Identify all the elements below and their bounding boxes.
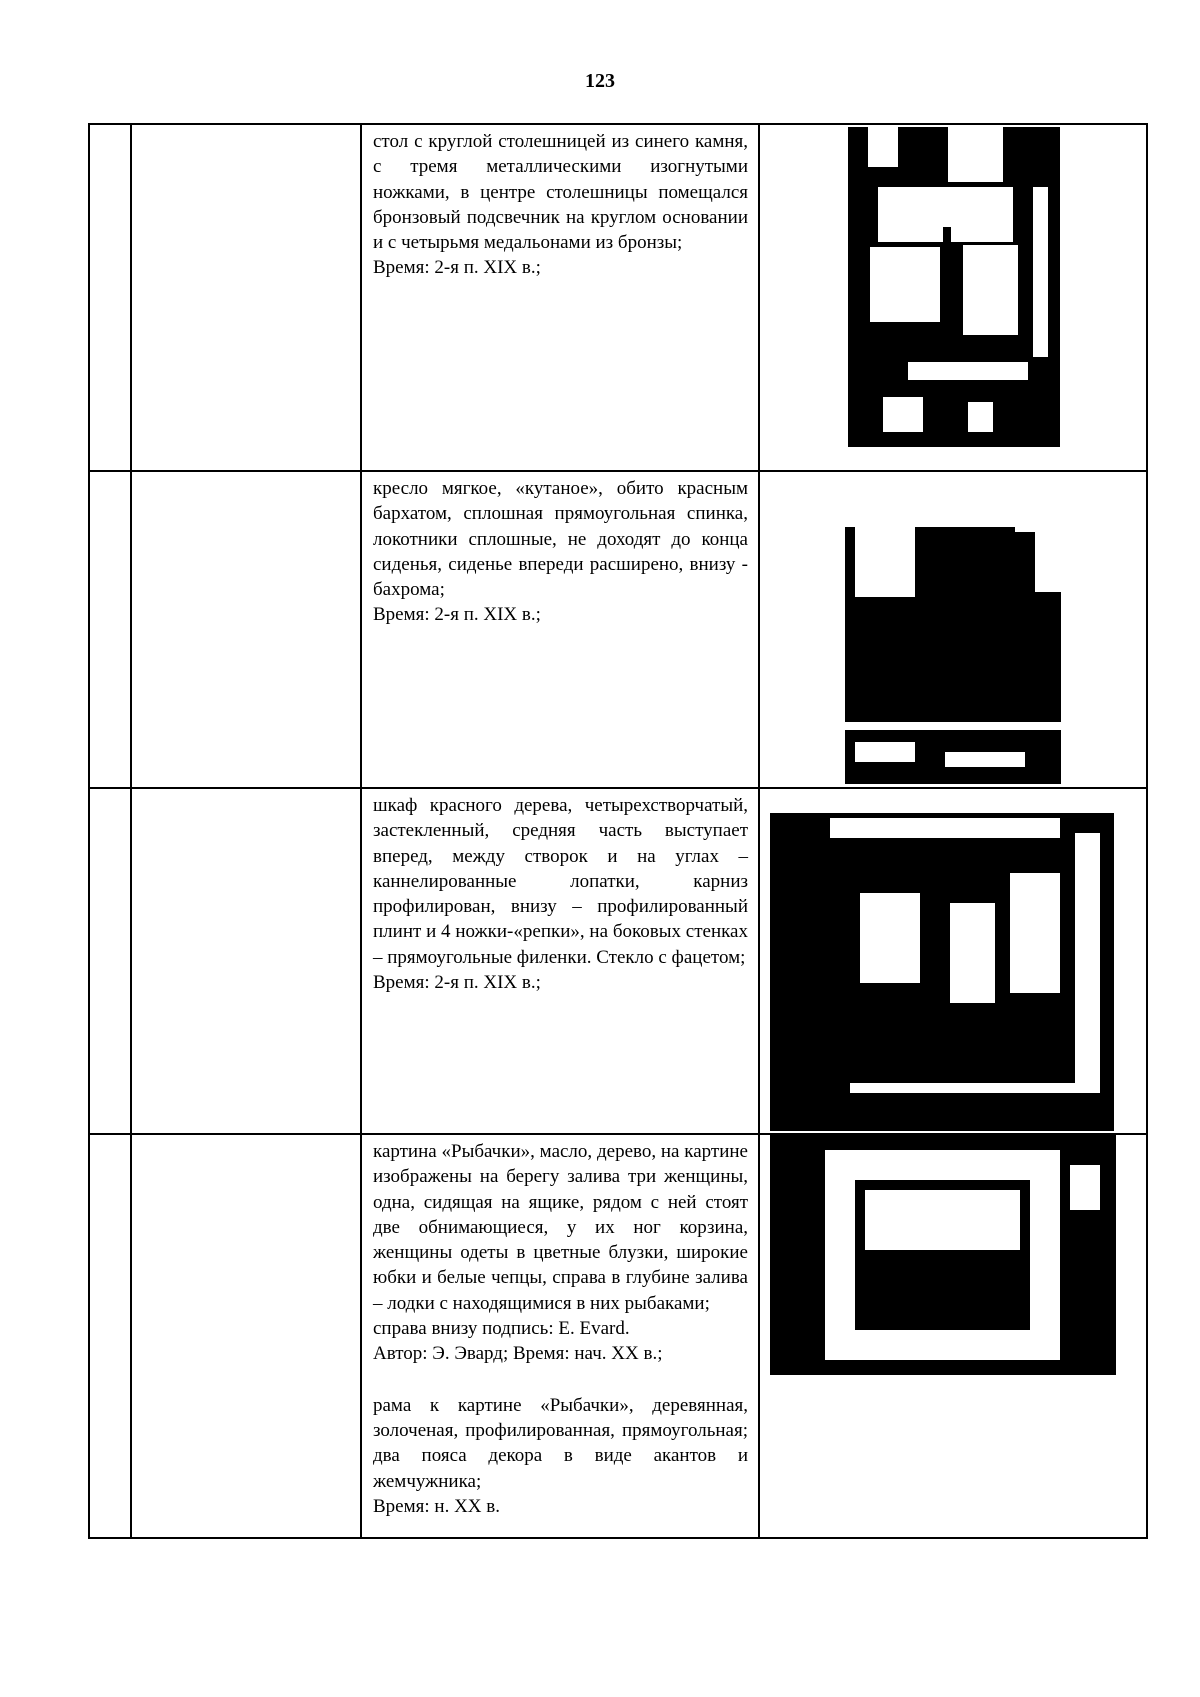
name-cell [131, 788, 361, 1134]
photo-cell [759, 1134, 1147, 1538]
description-cell [361, 471, 759, 788]
page-number: 123 [585, 70, 615, 92]
table-row [89, 788, 1147, 1134]
date-text: Время: 2-я п. XIX в.; [373, 257, 541, 279]
frame-date-text: Время: н. XX в. [373, 1495, 500, 1517]
frame-description-text: рама к картине «Рыбачки», деревянная, золоченая, профилированная, прямоугольная; два пояса декора в виде акантов и жемчужника; [373, 1394, 748, 1492]
description-text: шкаф красного дерева, четырехстворчатый, застекленный, средняя часть выступает вперед, между створок и на углах – каннелированные лопатки, карниз профилирован, внизу – профилированный плинт и 4 ножки-«репки», на боковых стенках – прямоугольные филенки. Стекло с фацетом; [373, 795, 748, 968]
photo-painting-frame [770, 1135, 1116, 1375]
number-cell [89, 124, 131, 471]
number-cell [89, 788, 131, 1134]
description-text: кресло мягкое, «кутаное», обито красным бархатом, сплошная прямоугольная спинка, локотники сплошные, не доходят до конца сиденья, сиденье впереди расширено, внизу - бахрома; [373, 478, 748, 601]
number-cell [89, 1134, 131, 1538]
name-cell [131, 1134, 361, 1538]
photo-cell [759, 124, 1147, 471]
table-row [89, 1134, 1147, 1538]
photo-table-candlestick [848, 127, 1060, 447]
photo-bookcase [770, 813, 1114, 1131]
name-cell [131, 471, 361, 788]
table-row [89, 124, 1147, 471]
date-text: Время: 2-я п. XIX в.; [373, 972, 541, 994]
photo-cell [759, 788, 1147, 1134]
description-text: стол с круглой столешницей из синего камня, с тремя металлическими изогнутыми ножками, в центре столешницы помещался бронзовый подсвечник на круглом основании и с четырьмя медальонами из бронзы; [373, 131, 748, 254]
description-cell [361, 124, 759, 471]
date-text: Время: 2-я п. XIX в.; [373, 604, 541, 626]
signature-text: справа внизу подпись: E. Evard. [373, 1318, 630, 1340]
table-row [89, 471, 1147, 788]
description-cell [361, 1134, 759, 1538]
inventory-table [88, 123, 1148, 1539]
description-cell [361, 788, 759, 1134]
name-cell [131, 124, 361, 471]
author-date-text: Автор: Э. Эвард; Время: нач. XX в.; [373, 1343, 663, 1365]
photo-armchair [845, 472, 1061, 784]
photo-cell [759, 471, 1147, 788]
number-cell [89, 471, 131, 788]
description-text: картина «Рыбачки», масло, дерево, на картине изображены на берегу залива три женщины, одна, сидящая на ящике, рядом с ней стоят две обнимающиеся, у их ног корзина, женщины одеты в цветные блузки, широкие юбки и белые чепцы, справа в глубине залива – лодки с находящимися в них рыбаками; [373, 1141, 748, 1314]
